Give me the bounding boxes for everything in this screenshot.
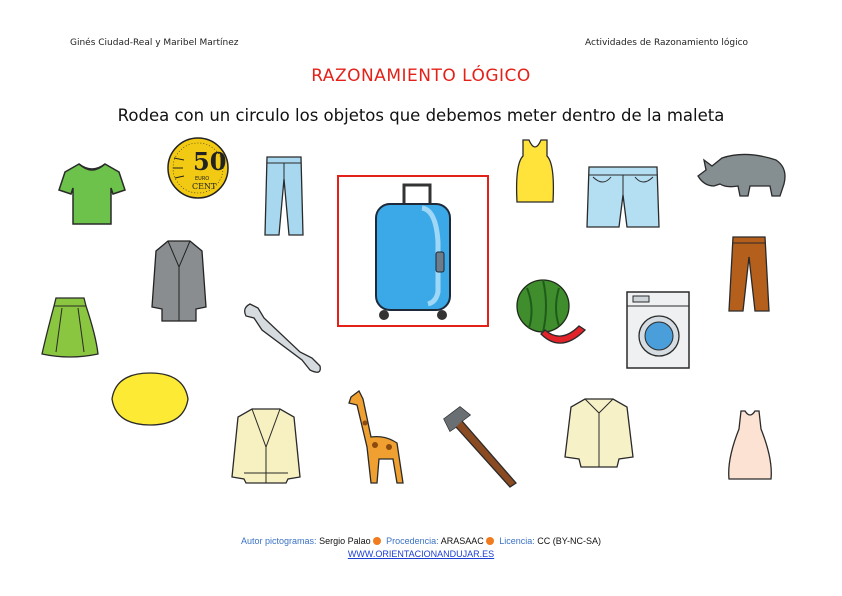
bullet-dot-icon	[373, 537, 381, 545]
washing-machine-icon[interactable]	[625, 290, 691, 370]
header-series: Actividades de Razonamiento lógico	[585, 38, 749, 48]
wrench-icon[interactable]	[240, 300, 326, 378]
dress-icon[interactable]	[727, 409, 773, 481]
author-value: Sergio Palao	[319, 536, 371, 546]
euro-coin-icon[interactable]	[166, 136, 230, 200]
coin-label-cent: CENT	[192, 182, 217, 191]
source-value: ARASAAC	[440, 536, 484, 546]
source-label: Procedencia:	[386, 536, 439, 546]
coin-label-euro: EURO	[195, 176, 210, 182]
cardigan-icon[interactable]	[230, 407, 302, 485]
brown-trousers-icon[interactable]	[727, 235, 771, 313]
hammer-icon[interactable]	[440, 405, 518, 489]
green-tshirt-icon[interactable]	[57, 160, 127, 228]
grey-coat-icon[interactable]	[150, 237, 208, 323]
shirt-icon[interactable]	[563, 395, 635, 469]
denim-shorts-icon[interactable]	[585, 165, 661, 231]
license-label: Licencia:	[499, 536, 535, 546]
page-title: RAZONAMIENTO LÓGICO	[311, 66, 531, 86]
lemon-icon[interactable]	[108, 369, 192, 429]
header-authors: Ginés Ciudad-Real y Maribel Martínez	[70, 38, 239, 48]
coin-value: 50	[193, 147, 227, 176]
suitcase-icon[interactable]	[370, 182, 456, 322]
watermelon-icon[interactable]	[513, 278, 589, 358]
author-label: Autor pictogramas:	[241, 536, 317, 546]
bullet-dot-icon	[486, 537, 494, 545]
license-value: CC (BY-NC-SA)	[537, 536, 601, 546]
credits-footer	[0, 535, 842, 561]
yellow-tank-top-icon[interactable]	[513, 138, 557, 204]
website-link[interactable]: WWW.ORIENTACIONANDUJAR.ES	[347, 549, 495, 559]
blue-jeans-icon[interactable]	[261, 155, 307, 237]
rhinoceros-icon[interactable]	[696, 146, 790, 198]
green-skirt-icon[interactable]	[40, 296, 100, 358]
giraffe-icon[interactable]	[345, 387, 409, 485]
instruction-text: Rodea con un circulo los objetos que debemos meter dentro de la maleta	[117, 106, 725, 125]
